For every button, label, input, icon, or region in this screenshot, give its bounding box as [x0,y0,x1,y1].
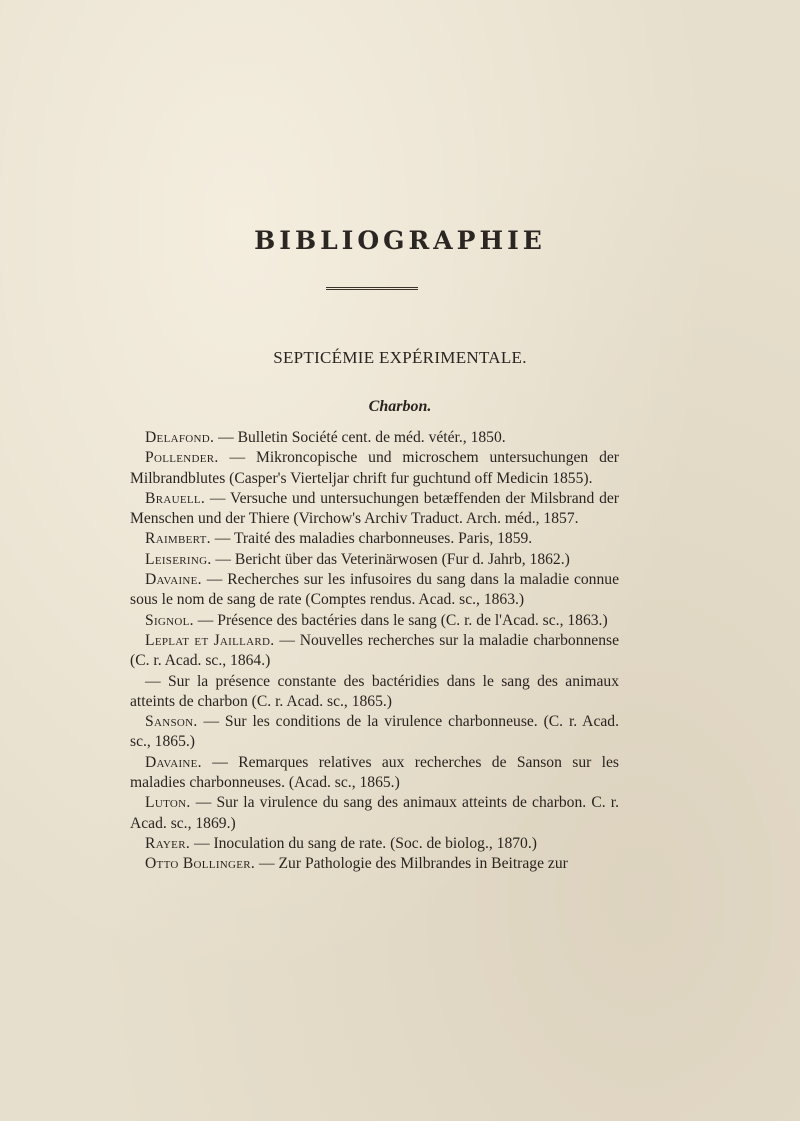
bibliography-entry [130,489,619,530]
entry-author: Leplat et Jaillard. [145,631,275,649]
entry-author: Luton. [145,794,191,812]
bibliography-entry [130,753,619,794]
bibliography-entry [130,550,619,570]
bibliography-entry [130,672,619,713]
bibliography-entry [130,712,619,753]
entry-author: Sanson. [145,713,198,731]
entry-text: — Bericht über das Veterinärwosen (Fur d. Jahrb, 1862.) [211,550,570,568]
entry-text: — Inoculation du sang de rate. (Soc. de biolog., 1870.) [190,834,537,852]
bibliography-entry [130,834,619,854]
bibliography-entry [130,570,619,611]
entry-author: Signol. [145,611,194,629]
entry-text: — Traité des maladies charbonneuses. Paris, 1859. [210,530,533,548]
section-heading: SEPTICÉMIE EXPÉRIMENTALE. [273,348,527,367]
entry-author: Pollender. [145,449,219,467]
bibliography-entry [130,793,619,834]
entry-text: — Remarques relatives aux recherches de Sanson sur les maladies charbonneuses. (Acad. sc., 1865.) [130,753,619,792]
entry-text: — Sur la virulence du sang des animaux atteints de charbon. C. r. Acad. sc., 1869.) [130,794,619,832]
entry-text: — Sur les conditions de la virulence charbonneuse. (C. r. Acad. sc., 1865.) [130,713,619,751]
entry-text: — Zur Pathologie des Milbrandes in Beitrage zur [255,855,568,873]
bibliography-entry [130,529,619,549]
bibliography-entry [130,428,619,448]
entry-author: Davaine. [145,753,202,771]
bibliography-entry [130,448,619,489]
entry-author: Raimbert. [145,530,211,548]
entry-author: Brauell. [145,489,206,507]
bibliography-entry [130,854,619,874]
page-title: BIBLIOGRAPHIE [254,226,546,255]
entry-text: — Versuche und untersuchungen betæffenden der Milsbrand der Menschen und der Thiere (Virchow's Archiv Traduct. Arch. méd., 1857. [130,489,619,528]
entry-author: Leisering. [145,550,212,568]
entry-text: — Sur la présence constante des bactéridies dans le sang des animaux atteints de charbon (C. r. Acad. sc., 1865.) [130,672,619,710]
bibliography-entry [130,611,619,631]
entry-text: — Mikroncopische und microschem untersuchungen der Milbrandblutes (Casper's Vierteljar chrift fur guchtund off Medicin 1855). [130,449,619,487]
entry-text: — Nouvelles recherches sur la maladie charbonnense (C. r. Acad. sc., 1864.) [130,631,619,670]
subsection-heading: Charbon. [368,398,432,415]
entry-author: Otto Bollinger. [145,855,256,873]
entry-author: Davaine. [145,571,202,589]
entry-text: — Recherches sur les infusoires du sang dans la maladie connue sous le nom de sang de rate (Comptes rendus. Acad. sc., 1863.) [130,571,619,609]
bibliography-list [130,428,619,875]
entry-author: Rayer. [145,834,191,852]
title-divider [326,287,418,290]
entry-text: — Présence des bactéries dans le sang (C. r. de l'Acad. sc., 1863.) [193,611,608,629]
bibliography-entry [130,631,619,672]
entry-text: — Bulletin Société cent. de méd. vétér., 1850. [214,429,506,446]
entry-author: Delafond. [145,429,215,446]
